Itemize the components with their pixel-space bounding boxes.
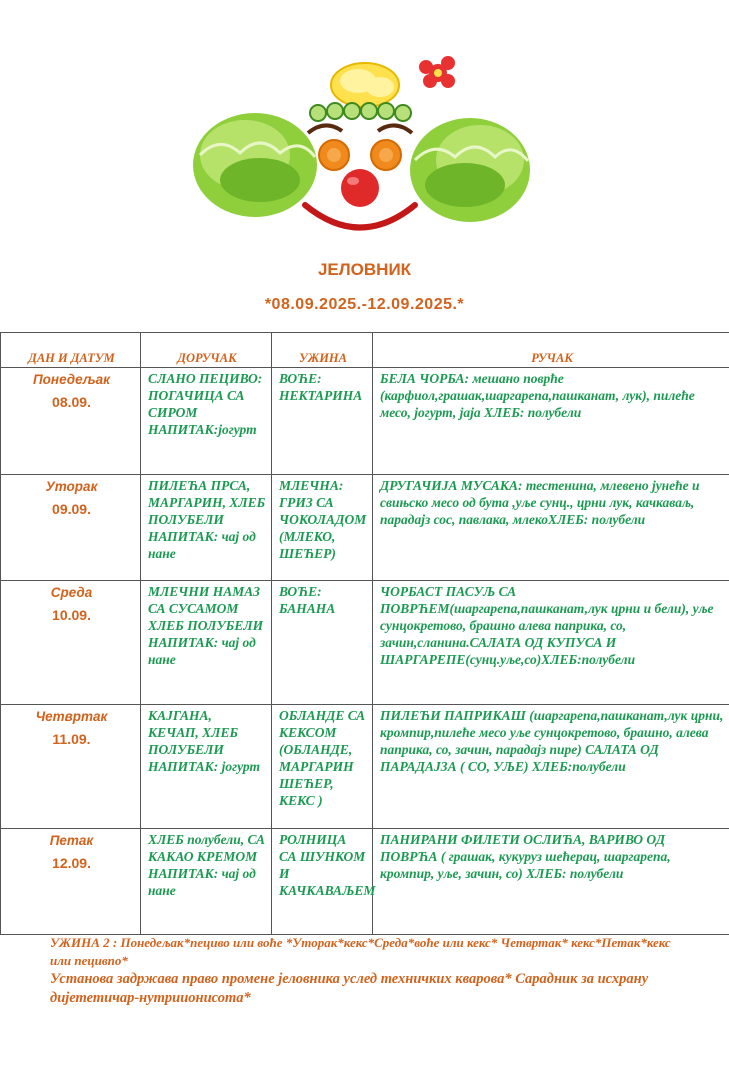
snack-cell: ВОЋЕ: БАНАНА [272,581,373,705]
tomato-nose-icon [341,169,379,207]
breakfast-cell: МЛЕЧНИ НАМАЗ СА СУСАМОМ ХЛЕБ ПОЛУБЕЛИ НАПИТАК: чај од нане [141,581,272,705]
breakfast-cell: ПИЛЕЋА ПРСА, МАРГАРИН, ХЛЕБ ПОЛУБЕЛИ НАПИТАК: чај од нане [141,475,272,581]
day-date: 12.09. [52,855,91,871]
table-row [1,829,729,935]
day-name: Уторак [45,479,98,494]
day-cell [1,581,141,705]
day-date: 08.09. [52,394,91,410]
day-date: 09.09. [52,501,91,517]
day-cell [1,368,141,475]
ketchup-mouth-icon [305,205,415,228]
lunch-cell: ПАНИРАНИ ФИЛЕТИ ОСЛИЋА, ВАРИВО ОД ПОВРЋА ( грашак, кукуруз шећерац, шаргарепа, кромпир, уље, зачин, со) ХЛЕБ: полубели [373,829,729,935]
header-day: ДАН И ДАТУМ [1,333,141,368]
day-name: Среда [50,585,93,600]
header-snack: УЖИНА [272,333,373,368]
right-eye-carrot-icon [371,140,401,170]
left-eye-carrot-icon [319,140,349,170]
table-row [1,581,729,705]
day-name: Петак [49,833,94,848]
table-header-row [1,333,729,368]
day-cell [1,475,141,581]
table-row [1,368,729,475]
snack-cell: МЛЕЧНА: ГРИЗ СА ЧОКОЛАДОМ (МЛЕКО, ШЕЋЕР) [272,475,373,581]
lunch-cell: ЧОРБАСТ ПАСУЉ СА ПОВРЋЕМ(шаргарепа,пашканат,лук црни и бели), уље сунцокретово, брашно алева паприка, со, зачин,сланина.САЛАТА ОД КУПУСА И ШАРГАРЕПЕ(сунц.уље,со)ХЛЕБ:полубели [373,581,729,705]
right-eyebrow-icon [378,125,412,133]
lunch-cell: ДРУГАЧИЈА МУСАКА: тестенина, млевено јунеће и свињско месо од бута ,уље сунц., црни лук, качкаваљ, парадајз сос, павлака, млекоХЛЕБ: полубели [373,475,729,581]
disclaimer-note: Установа задржава право промене јеловника услед техничких кварова* Сарадник за исхрану дијететичар-нутриионисота* [50,971,649,1006]
lunch-cell: ПИЛЕЋИ ПАПРИКАШ (шаргарепа,пашканат,лук црни, кромпир,пилеће месо уље сунцокретово, брашно, алева паприка, со, зачин, парадајз пире) САЛАТА ОД ПАРАДАЈЗА ( СО, УЉЕ) ХЛЕБ:полубели [373,705,729,829]
day-name: Понедељак [32,372,111,387]
strawberry-flower-icon [419,56,455,88]
snack-cell: ВОЋЕ: НЕКТАРИНА [272,368,373,475]
breakfast-cell: СЛАНО ПЕЦИВО: ПОГАЧИЦА СА СИРОМ НАПИТАК:јогурт [141,368,272,475]
header-breakfast: ДОРУЧАК [141,333,272,368]
snack2-note: УЖИНА 2 : Понедељак*пециво или воће *Уторак*кекс*Среда*воће или кекс* Четвртак* кекс*Петак*кекс или пецивпо* [50,935,671,968]
snack-cell: РОЛНИЦА СА ШУНКОМ И КАЧКАВАЉЕМ [272,829,373,935]
left-eyebrow-icon [308,125,342,133]
right-lettuce-icon [410,118,530,222]
snack-cell: ОБЛАНДЕ СА КЕКСОМ (ОБЛАНДЕ, МАРГАРИН ШЕЋЕР, КЕКС ) [272,705,373,829]
day-cell [1,829,141,935]
table-row [1,705,729,829]
menu-title: ЈЕЛОВНИК [317,260,412,279]
left-lettuce-icon [193,113,317,217]
menu-table [0,332,729,935]
lunch-cell: БЕЛА ЧОРБА: мешано поврће (карфиол,грашак,шаргарепа,пашканат, лук), пилеће месо, јогурт, јаја ХЛЕБ: полубели [373,368,729,475]
day-date: 10.09. [52,607,91,623]
day-cell [1,705,141,829]
menu-date-range: *08.09.2025.-12.09.2025.* [264,296,465,313]
table-row [1,475,729,581]
header-lunch: РУЧАК [373,333,729,368]
vegetable-clown-face-illustration [190,45,530,245]
breakfast-cell: КАЈГАНА, КЕЧАП, ХЛЕБ ПОЛУБЕЛИ НАПИТАК: јогурт [141,705,272,829]
day-date: 11.09. [52,731,91,747]
breakfast-cell: ХЛЕБ полубели, СА КАКАО КРЕМОМ НАПИТАК: чај од нане [141,829,272,935]
day-name: Четвртак [35,709,108,724]
lemon-slices-icon [331,63,399,107]
